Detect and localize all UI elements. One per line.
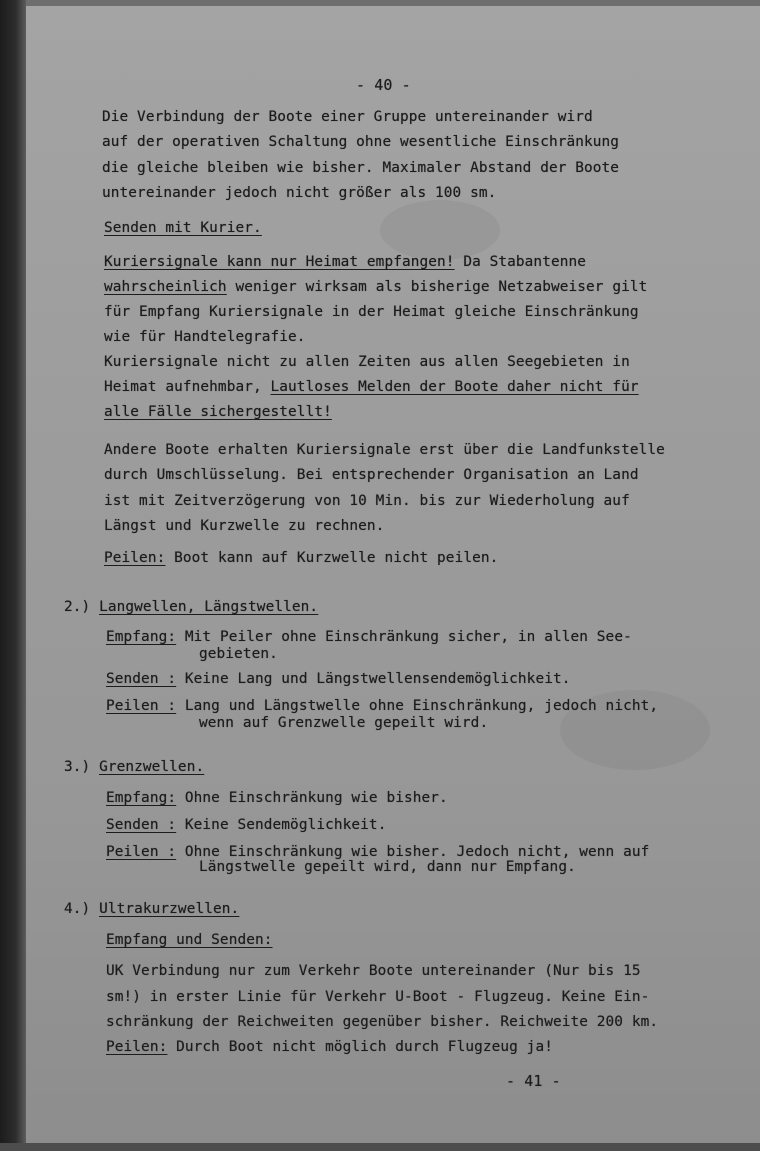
empfang-label: Empfang: [106,790,177,806]
senden-line: Senden : Keine Lang und Längstwellensendemöglichkeit. [106,671,571,687]
page-number-top: - 40 - [356,76,411,94]
intro-line: auf der operativen Schaltung ohne wesentliche Einschränkung [102,134,620,150]
courier-emphasis: Kuriersignale kann nur Heimat empfangen! [104,254,455,270]
courier-paragraph-line [104,403,332,421]
courier-paragraph-line: Andere Boote erhalten Kuriersignale erst über die Landfunkstelle [104,442,665,458]
section-subheading: Empfang und Senden: [106,932,273,948]
peilen-line: Peilen : Lang und Längstwelle ohne Einschränkung, jedoch nicht, [106,698,659,714]
intro-line: die gleiche bleiben wie bisher. Maximaler Abstand der Boote [102,160,620,176]
courier-paragraph-line: für Empfang Kuriersignale in der Heimat gleiche Einschränkung [104,304,639,320]
intro-line: untereinander jedoch nicht größer als 100 sm. [102,185,497,201]
section4-line: UK Verbindung nur zum Verkehr Boote untereinander (Nur bis 15 [106,963,641,979]
peilen-label: Peilen: [104,550,166,566]
courier-paragraph-line: wie für Handtelegrafie. [104,329,306,345]
section4-line: schränkung der Reichweiten gegenüber bisher. Reichweite 200 km. [106,1014,659,1030]
courier-peilen-line: Peilen: Boot kann auf Kurzwelle nicht peilen. [104,550,499,566]
peilen-label: Peilen: [106,1039,168,1055]
courier-paragraph-line: Längst und Kurzwelle zu rechnen. [104,518,385,534]
paper-stain [380,200,500,260]
senden-label: Senden : [106,671,177,687]
courier-paragraph-line: Heimat aufnehmbar, Lautloses Melden der Boote daher nicht für [104,379,639,395]
film-edge-bottom [0,1143,760,1151]
section-title: Ultrakurzwellen. [99,901,240,917]
section-number: 2.) [64,599,91,615]
page-number-bottom: - 41 - [506,1072,561,1090]
peilen-line: wenn auf Grenzwelle gepeilt wird. [199,715,489,731]
empfang-label: Empfang: [106,629,177,645]
section4-line: sm!) in erster Linie für Verkehr U-Boot - Flugzeug. Keine Ein- [106,989,650,1005]
intro-line: Die Verbindung der Boote einer Gruppe untereinander wird [102,109,593,125]
peilen-line: Peilen : Ohne Einschränkung wie bisher. Jedoch nicht, wenn auf [106,844,650,860]
empfang-line: gebieten. [199,646,278,662]
film-edge-left [0,0,26,1151]
courier-heading: Senden mit Kurier. [104,220,262,236]
courier-emphasis: wahrscheinlich [104,279,227,295]
courier-paragraph-line: Kuriersignale nicht zu allen Zeiten aus allen Seegebieten in [104,354,630,370]
film-edge-top [26,0,760,6]
peilen-line: Längstwelle gepeilt wird, dann nur Empfang. [199,859,576,875]
section-heading [64,598,318,616]
senden-line: Senden : Keine Sendemöglichkeit. [106,817,387,833]
section-heading [64,900,239,918]
courier-paragraph-line: wahrscheinlich weniger wirksam als bisherige Netzabweiser gilt [104,279,648,295]
section-title: Langwellen, Längstwellen. [99,599,319,615]
section-number: 4.) [64,901,91,917]
section-number: 3.) [64,759,91,775]
section-title: Grenzwellen. [99,759,205,775]
empfang-line: Empfang: Ohne Einschränkung wie bisher. [106,790,448,806]
courier-paragraph-line: durch Umschlüsselung. Bei entsprechender Organisation an Land [104,467,639,483]
empfang-line: Empfang: Mit Peiler ohne Einschränkung sicher, in allen See- [106,629,632,645]
senden-label: Senden : [106,817,177,833]
courier-paragraph-line: ist mit Zeitverzögerung von 10 Min. bis zur Wiederholung auf [104,493,630,509]
peilen-line: Peilen: Durch Boot nicht möglich durch Flugzeug ja! [106,1039,553,1055]
peilen-label: Peilen : [106,698,177,714]
courier-emphasis: alle Fälle sichergestellt! [104,404,332,420]
section-heading [64,758,204,776]
peilen-label: Peilen : [106,844,177,860]
courier-emphasis: Lautloses Melden der Boote daher nicht für [270,379,639,395]
courier-paragraph-line: Kuriersignale kann nur Heimat empfangen! Da Stabantenne [104,254,587,270]
